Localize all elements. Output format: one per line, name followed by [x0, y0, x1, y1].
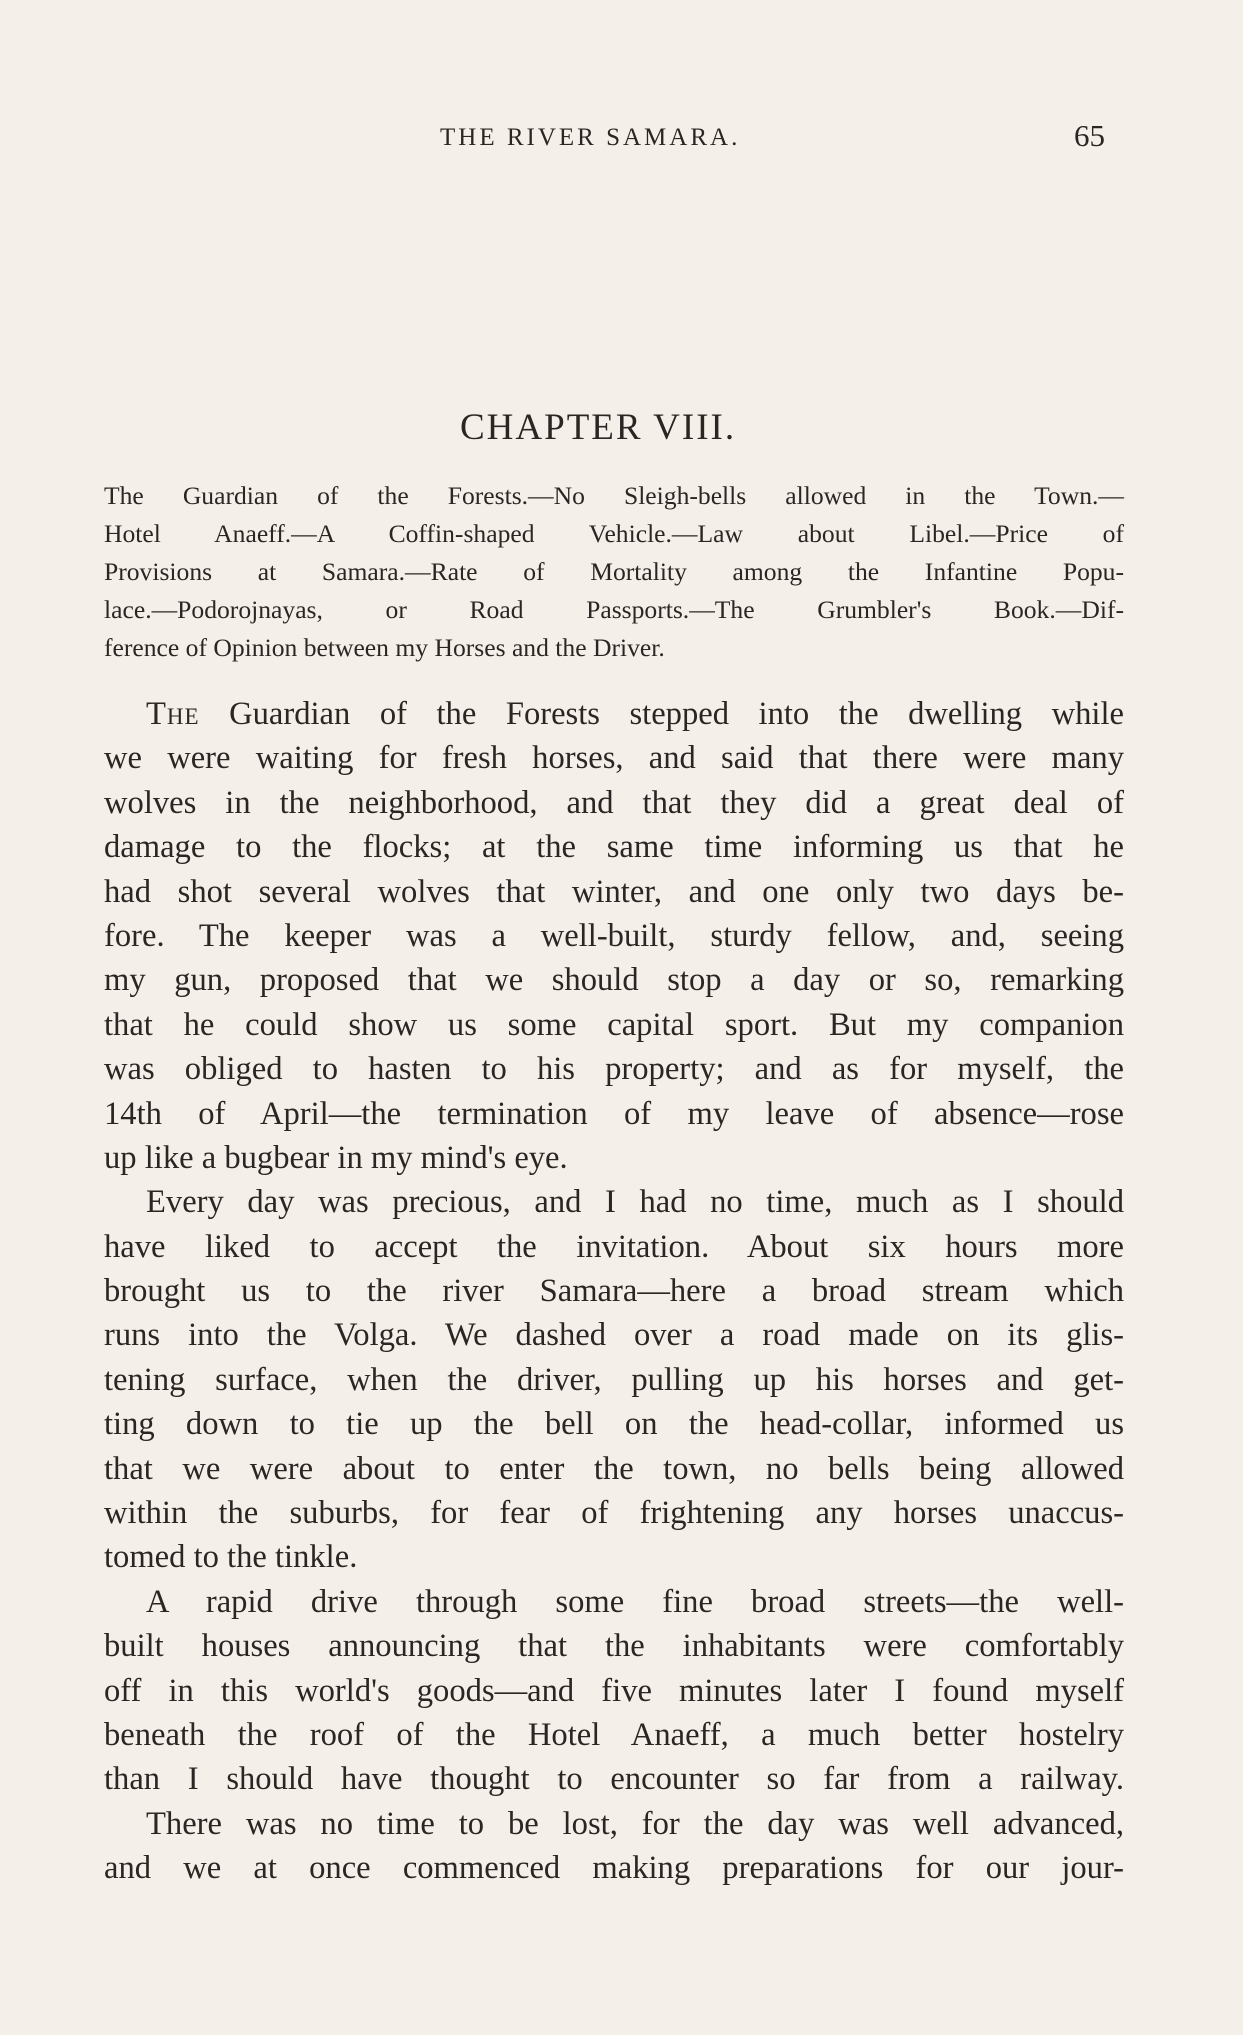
body-line: tening surface, when the driver, pulling up his horses and get- [104, 1361, 1124, 1398]
body-line: runs into the Volga. We dashed over a road made on its glis- [104, 1317, 1124, 1354]
body-line [104, 692, 1124, 736]
body-line: and we at once commenced making preparations for our jour- [104, 1850, 1124, 1887]
chapter-synopsis [104, 477, 1124, 667]
body-text [104, 692, 1124, 1891]
body-line: my gun, proposed that we should stop a day or so, remarking [104, 962, 1124, 999]
body-line: damage to the flocks; at the same time informing us that he [104, 829, 1124, 866]
opening-word: The [146, 696, 200, 732]
body-line: wolves in the neighborhood, and that they did a great deal of [104, 784, 1124, 821]
synopsis-line: Hotel Anaeff.—A Coffin-shaped Vehicle.—Law about Libel.—Price of [104, 519, 1124, 548]
body-line: was obliged to hasten to his property; and as for myself, the [104, 1051, 1124, 1088]
running-title: THE RIVER SAMARA. [440, 124, 741, 151]
synopsis-line: lace.—Podorojnayas, or Road Passports.—The Grumbler's Book.—Dif- [104, 595, 1124, 624]
chapter-heading: CHAPTER VIII. [460, 407, 737, 448]
synopsis-line: Provisions at Samara.—Rate of Mortality among the Infantine Popu- [104, 557, 1124, 586]
body-line: that he could show us some capital sport. But my companion [104, 1006, 1124, 1043]
body-line: that we were about to enter the town, no bells being allowed [104, 1450, 1124, 1487]
body-line: up like a bugbear in my mind's eye. [104, 1139, 568, 1176]
page-number: 65 [1074, 118, 1105, 153]
body-line: There was no time to be lost, for the day was well advanced, [146, 1805, 1124, 1842]
body-line: A rapid drive through some fine broad streets—the well- [146, 1583, 1124, 1620]
body-line-text: Guardian of the Forests stepped into the dwelling while [199, 696, 1124, 732]
body-line: we were waiting for fresh horses, and said that there were many [104, 740, 1124, 777]
body-line: Every day was precious, and I had no time, much as I should [146, 1184, 1124, 1221]
body-line: tomed to the tinkle. [104, 1539, 358, 1576]
body-line: had shot several wolves that winter, and one only two days be- [104, 873, 1124, 910]
body-line: have liked to accept the invitation. About six hours more [104, 1228, 1124, 1265]
body-line: built houses announcing that the inhabitants were comfortably [104, 1628, 1124, 1665]
body-line: than I should have thought to encounter so far from a railway. [104, 1761, 1124, 1798]
body-line: within the suburbs, for fear of frightening any horses unaccus- [104, 1495, 1124, 1532]
body-line: 14th of April—the termination of my leave of absence—rose [104, 1095, 1124, 1132]
body-line: ting down to tie up the bell on the head-collar, informed us [104, 1406, 1124, 1443]
body-line: fore. The keeper was a well-built, sturdy fellow, and, seeing [104, 917, 1124, 954]
synopsis-line: The Guardian of the Forests.—No Sleigh-bells allowed in the Town.— [104, 481, 1124, 510]
body-line: beneath the roof of the Hotel Anaeff, a much better hostelry [104, 1716, 1124, 1753]
body-line: off in this world's goods—and five minutes later I found myself [104, 1672, 1124, 1709]
synopsis-line: ference of Opinion between my Horses and the Driver. [104, 633, 665, 662]
body-line: brought us to the river Samara—here a broad stream which [104, 1273, 1124, 1310]
